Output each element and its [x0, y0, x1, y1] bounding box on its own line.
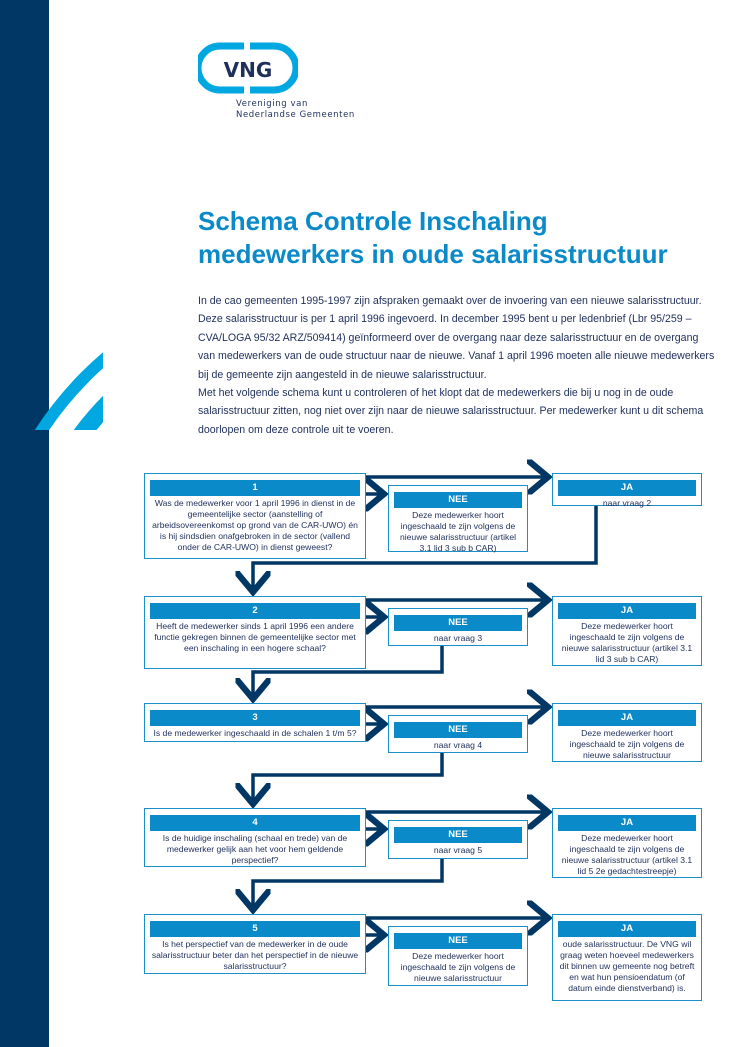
ja-text: oude salarisstructuur. De VNG wil graag weten hoeveel medewerkers dit binnen uw gemeente nog betreft en wat hun pensioendatum (of datum einde dienstverband) is. [559, 939, 695, 993]
title-line1: Schema Controle Inschaling [198, 206, 548, 236]
question-text: Is de huidige inschaling (schaal en trede) van de medewerker gelijk aan het voor hem geldende perspectief? [162, 833, 348, 865]
nee-box-3 [388, 715, 528, 753]
ja-label: JA [558, 710, 696, 726]
nee-label: NEE [394, 615, 522, 631]
question-text: Is het perspectief van de medewerker in de oude salarisstructuur beter dan het perspectief in de nieuwe salarisstructuur? [151, 939, 359, 971]
nee-text: naar vraag 3 [433, 633, 483, 643]
ja-box-1 [552, 473, 702, 506]
logo-subtitle-line1: Vereniging van [236, 99, 308, 109]
logo-subtitle-line2: Nederlandse Gemeenten [236, 110, 355, 120]
question-box-5 [144, 914, 366, 974]
nee-text: naar vraag 4 [433, 740, 483, 750]
nee-text: naar vraag 5 [433, 845, 483, 855]
question-text: Was de medewerker voor 1 april 1996 in dienst in de gemeentelijke sector (aanstelling of arbeidsovereenkomst op grond van de CAR-UWO) én is hij sindsdien onafgebroken in de sector (vallend onder de CAR-UWO) in dienst geweest? [152, 498, 358, 552]
ja-label: JA [558, 815, 696, 831]
question-box-1 [144, 473, 366, 559]
nee-text: Deze medewerker hoort ingeschaald te zijn volgens de nieuwe salarisstructuur (artikel 3.1 lid 3 sub b CAR) [399, 510, 517, 553]
nee-label: NEE [394, 827, 522, 843]
question-text: Is de medewerker ingeschaald in de schalen 1 t/m 5? [153, 728, 357, 738]
question-number: 2 [150, 603, 360, 619]
question-number: 3 [150, 710, 360, 726]
nee-label: NEE [394, 933, 522, 949]
question-number: 5 [150, 921, 360, 937]
ja-box-3 [552, 703, 702, 762]
ja-text: Deze medewerker hoort ingeschaald te zijn volgens de nieuwe salarisstructuur (artikel 3.1 lid 3 sub b CAR) [561, 621, 693, 664]
ja-label: JA [558, 480, 696, 496]
nee-label: NEE [394, 492, 522, 508]
ja-text: Deze medewerker hoort ingeschaald te zijn volgens de nieuwe salarisstructuur [569, 728, 685, 760]
ja-text: Deze medewerker hoort ingeschaald te zijn volgens de nieuwe salarisstructuur (artikel 3.1 lid 5 2e gedachtestreepje) [561, 833, 693, 876]
ja-text: naar vraag 2 [602, 498, 652, 508]
question-number: 1 [150, 480, 360, 496]
question-box-4 [144, 808, 366, 867]
nee-label: NEE [394, 722, 522, 738]
title-line2: medewerkers in oude salarisstructuur [198, 239, 668, 269]
nee-text: Deze medewerker hoort ingeschaald te zijn volgens de nieuwe salarisstructuur [400, 951, 516, 983]
logo-text: VNG [223, 58, 273, 82]
question-box-3 [144, 703, 366, 742]
intro-paragraph-2: Met het volgende schema kunt u controleren of het klopt dat de medewerkers die bij u nog in de oude salarisstructuur zitten, nog niet over zijn naar de nieuwe salarisstructuur. Per medewerker kunt u dit schema doorlopen om deze controle uit te voeren. [198, 387, 704, 436]
question-text: Heeft de medewerker sinds 1 april 1996 een andere functie gekregen binnen de gemeentelijke sector met een inschaling in een hogere schaal? [154, 621, 356, 653]
ja-box-4 [552, 808, 702, 878]
question-box-2 [144, 596, 366, 669]
question-number: 4 [150, 815, 360, 831]
intro-paragraph-1: In de cao gemeenten 1995-1997 zijn afspraken gemaakt over de invoering van een nieuwe salarisstructuur. Deze salarisstructuur is per 1 april 1996 ingevoerd. In december 1995 bent u per ledenbrief (Lbr 95/259 – CVA/LOGA 95/32 ARZ/509414) geïnformeerd over de overgang naar deze salarisstructuur en de overgang van medewerkers van de oude structuur naar de nieuwe. Vanaf 1 april 1996 moeten alle nieuwe medewerkers bij de gemeente zijn aangesteld in de nieuwe salarisstructuur. [198, 295, 715, 381]
nee-box-5 [388, 926, 528, 986]
nee-box-1 [388, 485, 528, 552]
ja-box-5 [552, 914, 702, 1001]
ja-box-2 [552, 596, 702, 666]
ja-label: JA [558, 921, 696, 937]
nee-box-2 [388, 608, 528, 646]
nee-box-4 [388, 820, 528, 859]
ja-label: JA [558, 603, 696, 619]
